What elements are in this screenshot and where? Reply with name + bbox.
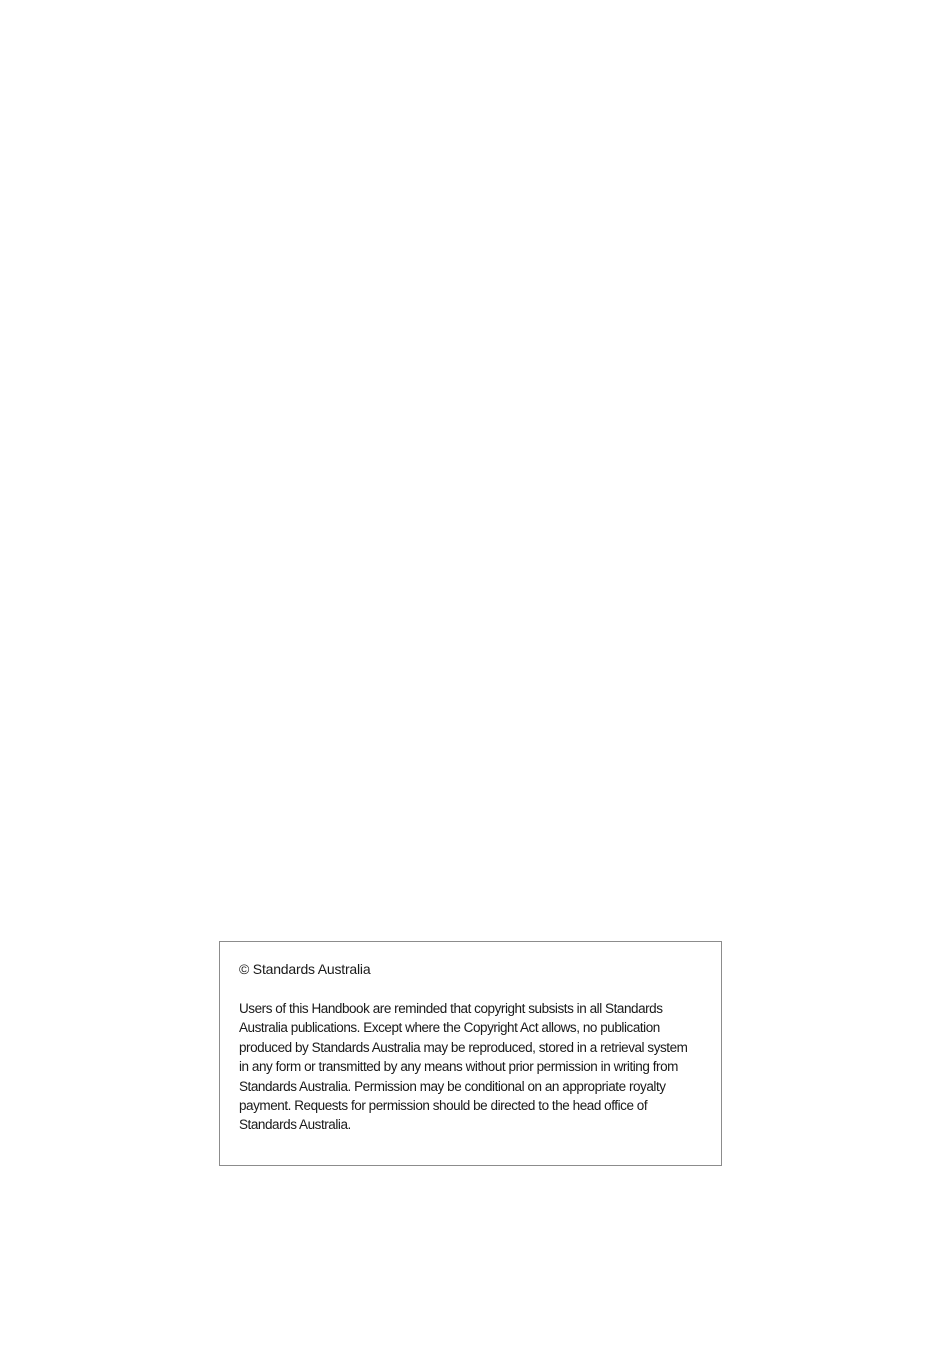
copyright-heading: © Standards Australia bbox=[239, 961, 371, 977]
copyright-body-line: produced by Standards Australia may be reproduced, stored in a retrieval system bbox=[239, 1039, 688, 1055]
copyright-body-line: Users of this Handbook are reminded that copyright subsists in all Standards bbox=[239, 1001, 663, 1016]
copyright-body-line: payment. Requests for permission should be directed to the head office of bbox=[239, 1098, 648, 1114]
copyright-body bbox=[239, 999, 701, 1135]
copyright-body-line: Standards Australia. bbox=[239, 1117, 351, 1133]
copyright-body-line: Australia publications. Except where the Copyright Act allows, no publication bbox=[239, 1020, 660, 1036]
copyright-notice-box bbox=[219, 941, 722, 1166]
copyright-body-line: Standards Australia. Permission may be conditional on an appropriate royalty bbox=[239, 1078, 666, 1094]
copyright-body-line: in any form or transmitted by any means without prior permission in writing from bbox=[239, 1059, 678, 1075]
